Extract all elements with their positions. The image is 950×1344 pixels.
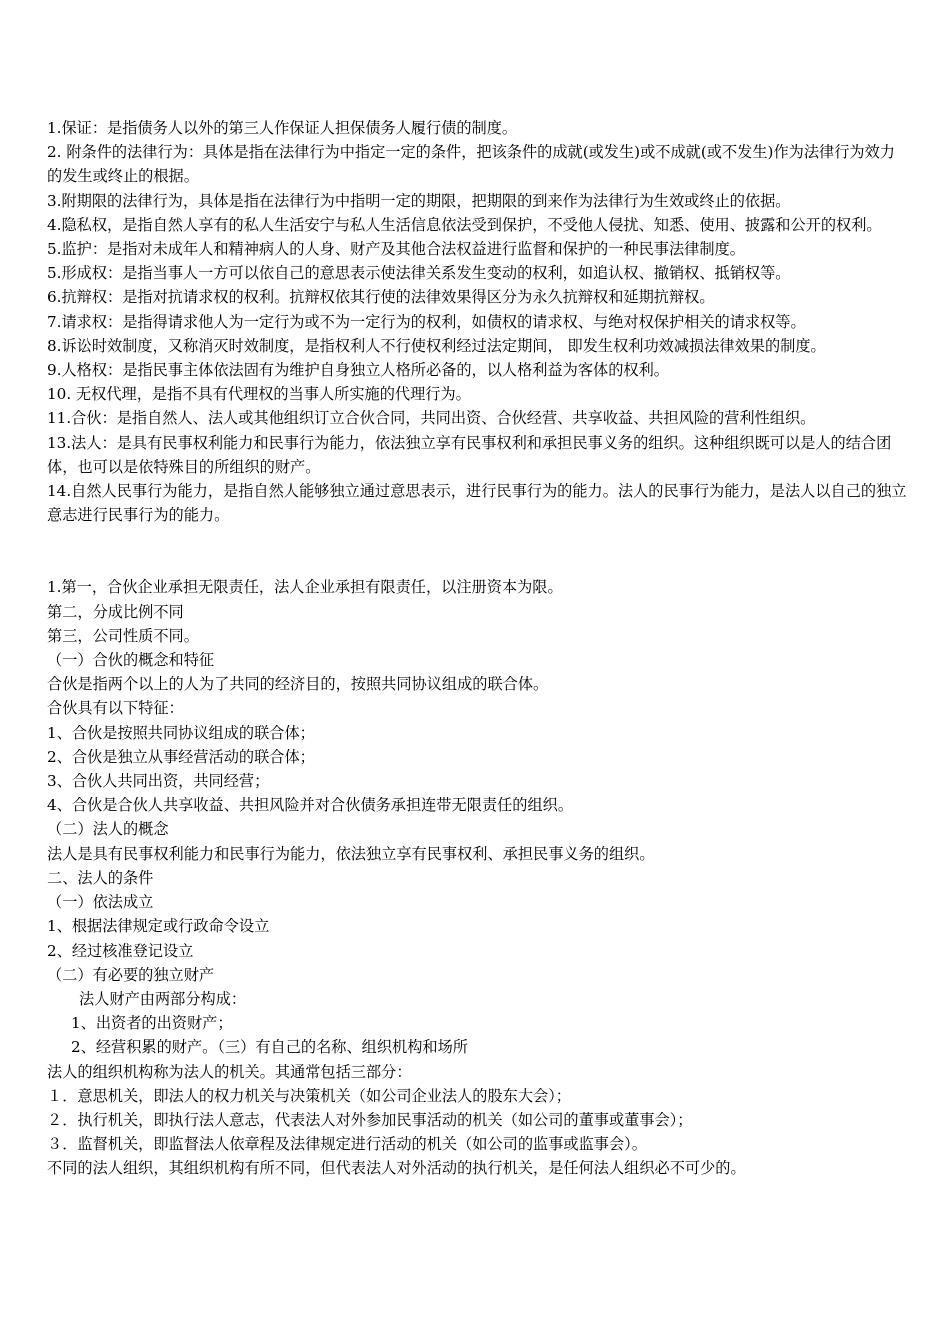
answer-line: 法人是具有民事权利能力和民事行为能力，依法独立享有民事权利、承担民事义务的组织。 <box>47 844 655 863</box>
answer-line: 法人财产由两部分构成： <box>79 989 247 1008</box>
list-item: 2、经过核准登记设立 <box>47 941 194 960</box>
subheading-independent-property: （二）有必要的独立财产 <box>47 965 215 984</box>
definition-claim-right: 7.请求权：是指得请求他人为一定行为或不为一定行为的权利，如债权的请求权、与绝对权保护相关的请求权等。 <box>47 312 806 331</box>
answer-line: 第三，公司性质不同。 <box>47 626 199 645</box>
subheading-partnership: （一）合伙的概念和特征 <box>47 651 215 670</box>
definition-limitation: 8.诉讼时效制度，又称消灭时效制度，是指权利人不行使权利经过法定期间， 即发生权利功效减损法律效果的制度。 <box>47 336 826 355</box>
definition-term-act: 3.附期限的法律行为，具体是指在法律行为中指明一定的期限，把期限的到来作为法律行为生效或终止的依据。 <box>47 191 791 210</box>
heading-legal-person-conditions: 二、法人的条件 <box>47 868 154 887</box>
definition-privacy: 4.隐私权，是指自然人享有的私人生活安宁与私人生活信息依法受到保护，不受他人侵扰、知悉、使用、披露和公开的权利。 <box>47 215 882 234</box>
answer-line: 合伙具有以下特征： <box>47 699 184 718</box>
list-item: 2、经营积累的财产。（三）有自己的名称、组织机构和场所 <box>71 1038 468 1057</box>
list-item: 1、出资者的出资财产； <box>71 1014 233 1033</box>
definition-defense-right: 6.抗辩权：是指对抗请求权的权利。抗辩权依其行使的法律效果得区分为永久抗辩权和延期抗辩权。 <box>47 288 715 307</box>
list-item: ２．执行机关，即执行法人意志，代表法人对外参加民事活动的机关（如公司的董事或董事会）； <box>47 1110 693 1129</box>
definition-legal-person: 13.法人：是具有民事权利能力和民事行为能力，依法独立享有民事权利和承担民事义务的组织。这种组织既可以是人的结合团体，也可以是依特殊目的所组织的财产。 <box>47 433 892 476</box>
answer-line: 合伙是指两个以上的人为了共同的经济目的，按照共同协议组成的联合体。 <box>47 675 549 694</box>
answer-line: 1.第一，合伙企业承担无限责任，法人企业承担有限责任，以注册资本为限。 <box>47 578 563 597</box>
subheading-legal-person: （二）法人的概念 <box>47 820 169 839</box>
definition-civil-capacity: 14.自然人民事行为能力，是指自然人能够独立通过意思表示，进行民事行为的能力。法人的民事行为能力，是法人以自己的独立意志进行民事行为的能力。 <box>47 482 907 525</box>
definition-partnership: 11.合伙：是指自然人、法人或其他组织订立合伙合同，共同出资、合伙经营、共享收益、共担风险的营利性组织。 <box>47 409 816 428</box>
answer-line: 不同的法人组织，其组织机构有所不同，但代表法人对外活动的执行机关，是任何法人组织必不可少的。 <box>47 1159 746 1178</box>
definition-conditional-act: 2. 附条件的法律行为：具体是指在法律行为中指定一定的条件，把该条件的成就(或发生)或不成就(或不发生)作为法律行为效力的发生或终止的根据。 <box>47 143 895 186</box>
list-item: 1、合伙是按照共同协议组成的联合体； <box>47 723 315 742</box>
list-item: 4、合伙是合伙人共享收益、共担风险并对合伙债务承担连带无限责任的组织。 <box>47 796 574 815</box>
answer-line: 法人的组织机构称为法人的机关。其通常包括三部分： <box>47 1062 412 1081</box>
definition-formation-right: 5.形成权：是指当事人一方可以依自己的意思表示使法律关系发生变动的权利，如追认权、撤销权、抵销权等。 <box>47 264 791 283</box>
list-item: １．意思机关，即法人的权力机关与决策机关（如公司企业法人的股东大会）； <box>47 1086 571 1105</box>
answer-line: 第二，分成比例不同 <box>47 602 184 621</box>
definition-guarantee: 1.保证：是指债务人以外的第三人作保证人担保债务人履行债的制度。 <box>47 119 518 137</box>
list-item: 2、合伙是独立从事经营活动的联合体； <box>47 747 315 766</box>
list-item: 3、合伙人共同出资，共同经营； <box>47 772 270 791</box>
definition-unauthorized-agency: 10. 无权代理，是指不具有代理权的当事人所实施的代理行为。 <box>47 385 471 404</box>
list-item: ３．监督机关，即监督法人依章程及法律规定进行活动的机关（如公司的监事或监事会）。 <box>47 1135 647 1154</box>
definition-personality-right: 9.人格权：是指民事主体依法固有为维护自身独立人格所必备的，以人格利益为客体的权利。 <box>47 361 669 380</box>
definitions-section <box>47 116 909 527</box>
list-item: 1、根据法律规定或行政命令设立 <box>47 917 270 936</box>
answers-section <box>47 575 909 1180</box>
section-spacer <box>47 527 909 575</box>
subheading-lawful-establishment: （一）依法成立 <box>47 893 154 912</box>
definition-guardianship: 5.监护：是指对未成年人和精神病人的人身、财产及其他合法权益进行监督和保护的一种民事法律制度。 <box>47 240 745 259</box>
document-body <box>47 116 909 1181</box>
